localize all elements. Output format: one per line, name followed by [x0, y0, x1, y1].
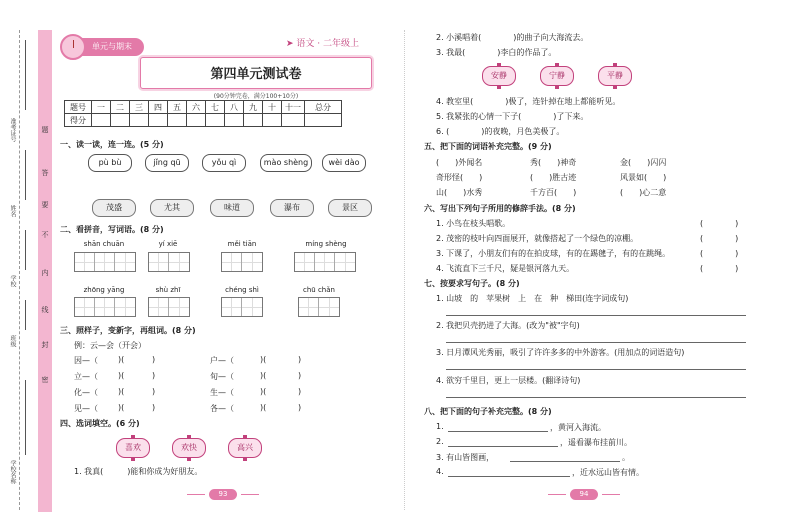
q3-right-item: 旬—（ [210, 372, 234, 381]
q3-right-item: 户—（ [210, 356, 234, 365]
answer-line[interactable] [510, 461, 620, 462]
q3-mid: )( [118, 355, 125, 364]
pinyin-pill[interactable]: yǒu qì [202, 154, 246, 172]
q3-end: ) [152, 371, 156, 380]
q4-item-tail: )能和你成为好朋友。 [127, 467, 203, 476]
q3-title: 三、照样子，变新字，再组词。(8 分) [60, 326, 196, 335]
score-header-cell: 九 [244, 101, 263, 114]
q3-left-item: 化—（ [74, 388, 98, 397]
q5-cell: 风景如( ) [620, 173, 667, 182]
word-lantern: 喜欢 [116, 438, 150, 458]
word-lantern: 欢快 [172, 438, 206, 458]
strip-char: 密 [41, 376, 49, 384]
score-cell[interactable] [187, 114, 206, 127]
school-label: 学校 [9, 275, 16, 287]
q5-cell: 金( )闪闪 [620, 158, 667, 167]
strip-char: 内 [41, 269, 49, 277]
q6-paren[interactable]: ( ) [700, 249, 739, 258]
q3-example: 例：云—会（开会） [74, 341, 146, 350]
score-cell[interactable] [206, 114, 225, 127]
q4-item-head: 3. 我最( [436, 48, 466, 57]
q7-item: 2. 我把贝壳扔进了大海。(改为"被"字句) [436, 321, 580, 330]
school-name-line [25, 380, 26, 455]
score-cell[interactable] [263, 114, 282, 127]
score-row-label: 得分 [65, 114, 92, 127]
q4b-item [436, 111, 588, 122]
q7-title: 七、按要求写句子。(8 分) [424, 279, 520, 288]
score-cell[interactable] [149, 114, 168, 127]
q3-right-item: 各—（ [210, 404, 234, 413]
q5-cell: 秀( )神奇 [530, 158, 577, 167]
score-cell[interactable] [225, 114, 244, 127]
q3-left-item: 见—（ [74, 404, 98, 413]
q4b-item-head: 4. 教室里( [436, 97, 474, 106]
score-table [64, 100, 342, 127]
q4-item-head: 1. 我真( [74, 467, 104, 476]
score-cell[interactable] [244, 114, 263, 127]
q3-end: ) [298, 355, 302, 364]
word-lantern: 宁静 [540, 66, 574, 86]
score-header-cell: 题号 [65, 101, 92, 114]
q8-tail: ，近水远山皆有情。 [572, 468, 644, 477]
q6-paren[interactable]: ( ) [700, 219, 739, 228]
q4b-item [436, 96, 620, 107]
exam-number-label: 准考证号 [9, 118, 16, 142]
q4-item [436, 47, 556, 58]
clock-icon [60, 34, 86, 60]
page-title: 第四单元测试卷 [210, 67, 302, 82]
page-subtitle: (90分钟完卷，满分100+10分) [213, 93, 299, 100]
score-header-cell: 八 [225, 101, 244, 114]
word-pill[interactable]: 景区 [328, 199, 372, 217]
q2-title: 二、看拼音，写词语。(8 分) [60, 225, 164, 234]
page-number-right: 94 [570, 489, 598, 500]
score-header-cell: 四 [149, 101, 168, 114]
name-label: 姓名 [9, 205, 16, 217]
strip-char: 线 [41, 306, 49, 314]
q3-end: ) [298, 387, 302, 396]
score-header-cell: 十一 [282, 101, 305, 114]
pinyin-prompt: yí xiē [158, 240, 178, 248]
word-pill[interactable]: 尤其 [150, 199, 194, 217]
q3-mid: )( [260, 403, 267, 412]
pinyin-prompt: chéng shì [225, 286, 259, 294]
pinyin-prompt: shù zhī [155, 286, 181, 294]
score-header-cell: 三 [130, 101, 149, 114]
q4-item-head: 2. 小溪唱着( [436, 33, 482, 42]
writing-grid[interactable] [294, 252, 356, 272]
pinyin-prompt: měi tiān [227, 240, 257, 248]
pinyin-prompt: chū chǎn [303, 286, 335, 294]
q4b-item-head: 6. ( [436, 127, 450, 136]
q3-left-item: 立—（ [74, 372, 98, 381]
class-line [25, 300, 26, 330]
q6-item: 1. 小鸟在枝头唱歌。 [436, 219, 511, 228]
pinyin-pill[interactable]: mào shèng [260, 154, 312, 172]
pinyin-pill[interactable]: pù bù [88, 154, 132, 172]
writing-grid[interactable] [298, 297, 340, 317]
strip-char: 题 [41, 126, 49, 134]
writing-grid[interactable] [148, 297, 190, 317]
pinyin-pill[interactable]: wèi dào [322, 154, 366, 172]
word-pill[interactable]: 瀑布 [270, 199, 314, 217]
q6-paren[interactable]: ( ) [700, 234, 739, 243]
q4-item [436, 32, 588, 43]
q8-num: 1. [436, 422, 444, 431]
q3-mid: )( [118, 403, 125, 412]
subject-label [286, 36, 359, 49]
q4b-item-tail: )了下来。 [553, 112, 589, 121]
q4-title: 四、选词填空。(6 分) [60, 419, 140, 428]
writing-grid[interactable] [74, 297, 136, 317]
q4b-item [436, 126, 564, 137]
q8-num: 3. 有山皆图画， [436, 453, 495, 462]
subject-text: 语文 · 二年级上 [296, 39, 359, 49]
q5-cell: 奇形怪( ) [436, 173, 483, 182]
q3-end: ) [152, 355, 156, 364]
class-label: 班级 [9, 335, 16, 347]
score-header-cell: 总分 [305, 101, 342, 114]
q5-cell: 山( )水秀 [436, 188, 483, 197]
arrow-icon: ➤ [286, 39, 297, 49]
score-cell[interactable] [92, 114, 111, 127]
q4-item-tail: )的曲子向大海流去。 [513, 33, 589, 42]
q3-end: ) [152, 403, 156, 412]
score-header-cell: 二 [111, 101, 130, 114]
strip-char: 不 [41, 231, 49, 239]
strip-char: 答 [41, 169, 49, 177]
q3-mid: )( [260, 355, 267, 364]
page-divider [404, 30, 405, 510]
answer-line[interactable] [448, 476, 570, 477]
q6-item: 2. 茂密的枝叶向四面展开，就像搭起了一个绿色的凉棚。 [436, 234, 639, 243]
q3-mid: )( [260, 371, 267, 380]
q8-tail: 。 [622, 453, 630, 462]
score-cell[interactable] [111, 114, 130, 127]
word-pill[interactable]: 味道 [210, 199, 254, 217]
word-pill[interactable]: 茂盛 [92, 199, 136, 217]
score-cell[interactable] [168, 114, 187, 127]
q6-paren[interactable]: ( ) [700, 264, 739, 273]
score-header-cell: 五 [168, 101, 187, 114]
answer-line[interactable] [446, 342, 746, 343]
strip-char: 要 [41, 201, 49, 209]
q4b-item-tail: )的夜晚，月色美极了。 [481, 127, 565, 136]
q5-cell: 千方百( ) [530, 188, 577, 197]
answer-line[interactable] [446, 397, 746, 398]
score-cell[interactable] [130, 114, 149, 127]
q6-item: 4. 飞流直下三千尺，疑是银河落九天。 [436, 264, 575, 273]
q5-cell: ( )心二意 [620, 188, 667, 197]
pinyin-pill[interactable]: jǐng qū [145, 154, 189, 172]
school-name-label: 学校名称 [9, 460, 16, 484]
q3-end: ) [298, 371, 302, 380]
q3-mid: )( [260, 387, 267, 396]
q4-item [74, 466, 202, 477]
writing-grid[interactable] [74, 252, 136, 272]
q3-left-item: 因—（ [74, 356, 98, 365]
q8-tail: ，遥看瀑布挂前川。 [560, 438, 632, 447]
binding-cut-line [19, 30, 20, 510]
q5-cell: ( )外闻名 [436, 158, 483, 167]
q7-item: 3. 日月潭风光秀丽，吸引了许许多多的中外游客。(用加点的词语造句) [436, 348, 685, 357]
q1-title: 一、读一读，连一连。(5 分) [60, 140, 164, 149]
score-value-row [65, 114, 342, 127]
word-lantern: 安静 [482, 66, 516, 86]
page-number-left: 93 [209, 489, 237, 500]
exam-number-line [25, 40, 26, 110]
q7-item: 1. 山坡 的 苹果树 上 在 种 梯田(连字词成句) [436, 294, 629, 303]
score-header-cell: 一 [92, 101, 111, 114]
writing-grid[interactable] [221, 252, 263, 272]
score-cell[interactable] [282, 114, 305, 127]
q5-cell: ( )胜古迹 [530, 173, 577, 182]
answer-line[interactable] [446, 315, 746, 316]
pinyin-prompt: shān chuān [83, 240, 125, 248]
pinyin-prompt: zhōng yāng [83, 286, 125, 294]
q6-title: 六、写出下列句子所用的修辞手法。(8 分) [424, 204, 576, 213]
q6-item: 3. 下课了，小朋友们有的在拍皮球，有的在踢毽子，有的在跳绳。 [436, 249, 671, 258]
unit-banner: 单元与期末 [64, 38, 144, 56]
answer-line[interactable] [448, 446, 558, 447]
word-lantern: 高兴 [228, 438, 262, 458]
answer-line[interactable] [448, 431, 548, 432]
q8-num: 2. [436, 437, 444, 446]
q8-title: 八、把下面的句子补充完整。(8 分) [424, 407, 552, 416]
q4b-item-tail: )极了，连针掉在地上都能听见。 [505, 97, 621, 106]
score-header-row [65, 101, 342, 114]
word-lantern: 平静 [598, 66, 632, 86]
school-line [25, 230, 26, 270]
q3-end: ) [152, 387, 156, 396]
writing-grid[interactable] [221, 297, 263, 317]
score-header-cell: 七 [206, 101, 225, 114]
q4-item-tail: )李白的作品了。 [497, 48, 557, 57]
name-line [25, 150, 26, 200]
q3-mid: )( [118, 387, 125, 396]
score-header-cell: 六 [187, 101, 206, 114]
q8-tail: ，黄河入海流。 [550, 423, 606, 432]
q3-right-item: 生—（ [210, 388, 234, 397]
q4b-item-head: 5. 我紧张的心情一下子( [436, 112, 522, 121]
score-header-cell: 十 [263, 101, 282, 114]
q7-item: 4. 欲穷千里目，更上一层楼。(翻译诗句) [436, 376, 581, 385]
q3-mid: )( [118, 371, 125, 380]
score-cell[interactable] [305, 114, 342, 127]
answer-line[interactable] [446, 369, 746, 370]
strip-char: 封 [41, 341, 49, 349]
pinyin-prompt: míng shèng [305, 240, 347, 248]
writing-grid[interactable] [148, 252, 190, 272]
q3-end: ) [298, 403, 302, 412]
q8-num: 4. [436, 467, 444, 476]
q5-title: 五、把下面的词语补充完整。(9 分) [424, 142, 552, 151]
